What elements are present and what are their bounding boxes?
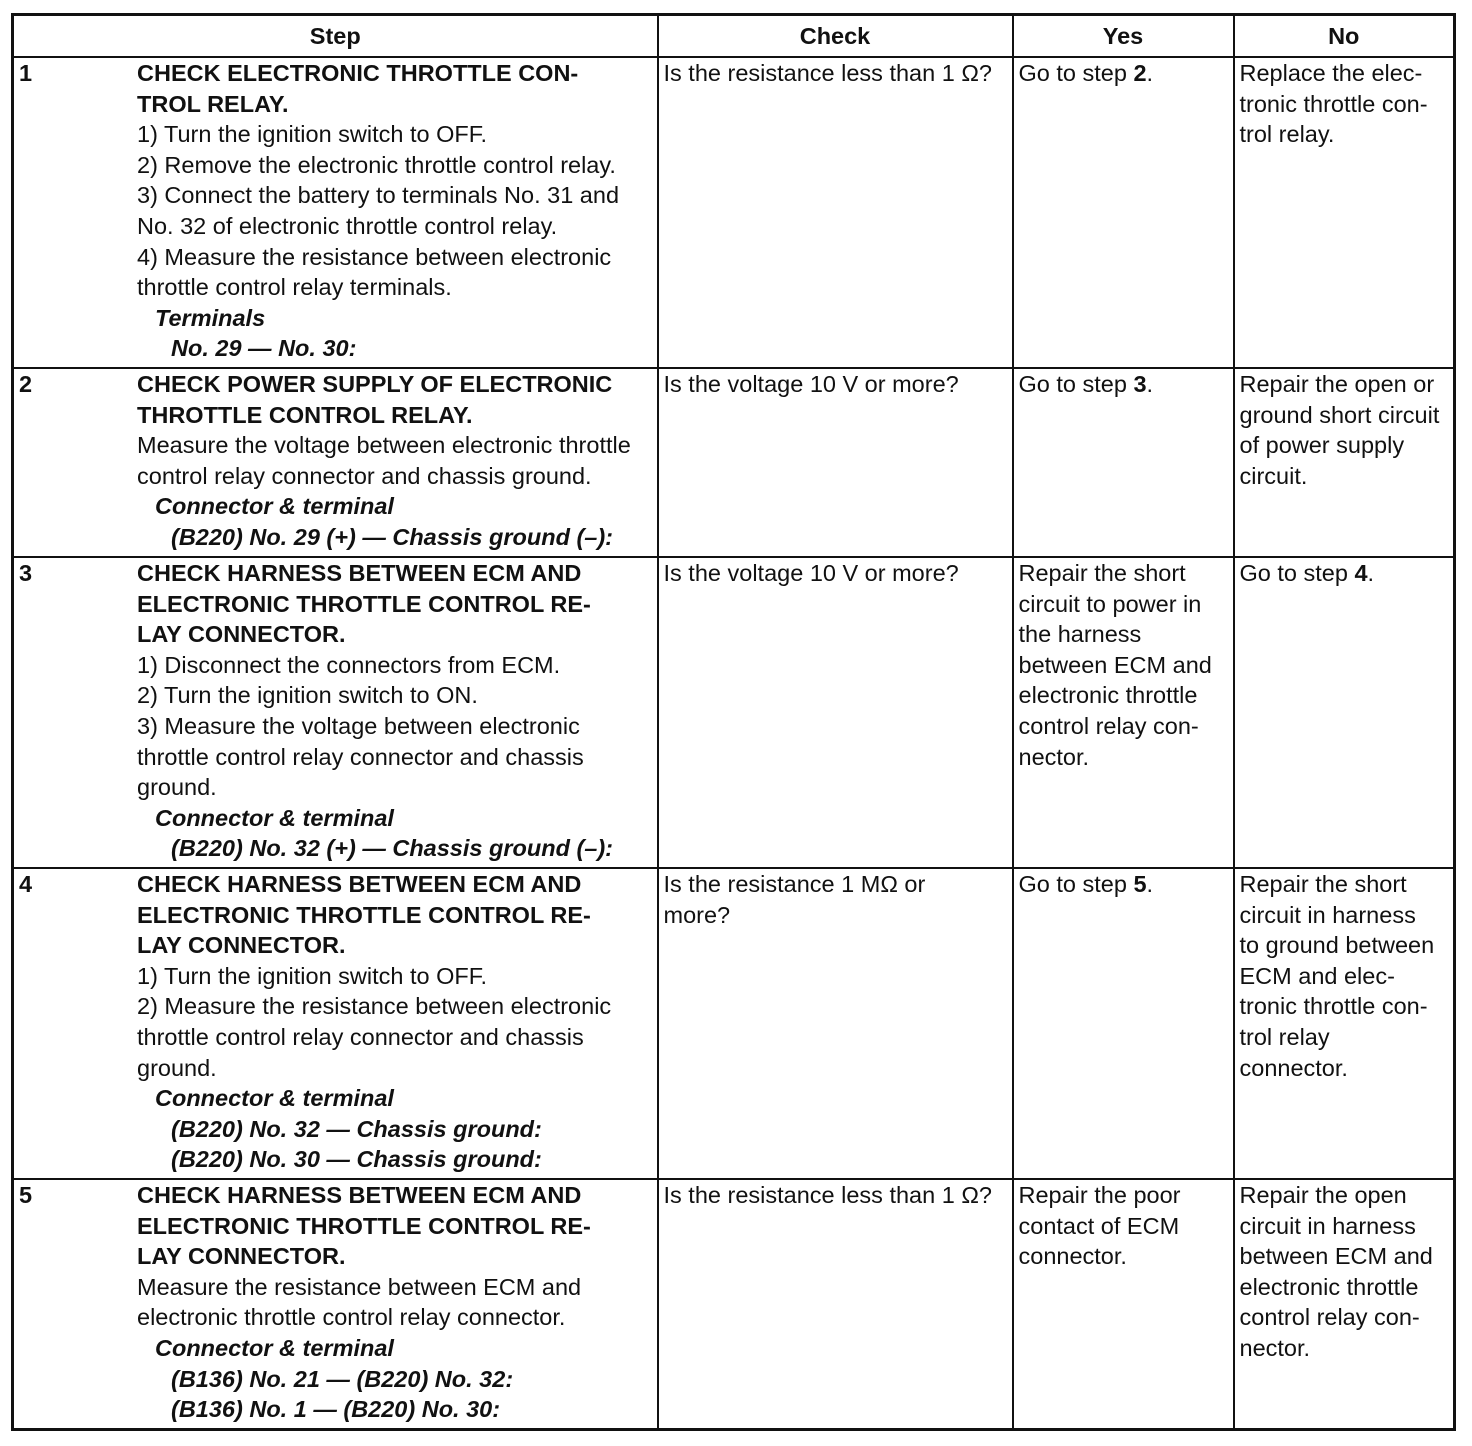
no-cell: Go to step 4.: [1234, 557, 1455, 868]
step-title: CHECK POWER SUPPLY OF ELECTRONIC THROTTLE CONTROL RELAY.: [137, 371, 613, 428]
step-number: 4: [19, 871, 33, 897]
step-instruction: 2) Turn the ignition switch to ON.: [137, 682, 478, 709]
step-instruction: 2) Remove the electronic throttle control relay.: [137, 151, 616, 178]
header-step: Step: [13, 15, 658, 58]
spec-value: No. 29 — No. 30:: [171, 335, 357, 362]
step-title: CHECK ELECTRONIC THROTTLE CON- TROL RELAY.: [137, 60, 579, 117]
yes-cell: Go to step 2.: [1013, 57, 1234, 368]
step-title: CHECK HARNESS BETWEEN ECM AND ELECTRONIC THROTTLE CONTROL RE- LAY CONNECTOR.: [137, 1182, 591, 1270]
yes-cell: Go to step 5.: [1013, 868, 1234, 1179]
header-check: Check: [658, 15, 1013, 58]
check-cell: Is the resistance 1 MΩ or more?: [658, 868, 1013, 1179]
step-cell: [13, 368, 658, 557]
table-row: [13, 868, 1455, 1179]
step-number: 2: [19, 371, 33, 397]
step-body: [137, 58, 652, 364]
yes-cell: Repair the short circuit to power in the harness between ECM and electronic throttle control relay con- nector.: [1013, 557, 1234, 868]
check-cell: Is the voltage 10 V or more?: [658, 368, 1013, 557]
step-cell: [13, 868, 658, 1179]
header-yes: Yes: [1013, 15, 1234, 58]
step-instruction: 1) Turn the ignition switch to OFF.: [137, 121, 488, 148]
no-cell: Repair the open circuit in harness between ECM and electronic throttle control relay con- nector.: [1234, 1179, 1455, 1429]
no-cell: Repair the short circuit in harness to ground between ECM and elec- tronic throttle con- trol relay connector.: [1234, 868, 1455, 1179]
header-no: No: [1234, 15, 1455, 58]
step-body: [137, 1180, 652, 1425]
spec-label: Connector & terminal: [155, 493, 394, 520]
step-cell: [13, 557, 658, 868]
step-cell: [13, 57, 658, 368]
step-body: [137, 369, 652, 553]
spec-value: (B220) No. 32 — Chassis ground:: [171, 1115, 542, 1142]
step-number: 3: [19, 560, 33, 586]
table-row: [13, 557, 1455, 868]
yes-cell: Go to step 3.: [1013, 368, 1234, 557]
step-cell: [13, 1179, 658, 1429]
spec-label: Connector & terminal: [155, 1085, 394, 1112]
table-row: [13, 368, 1455, 557]
table-row: [13, 1179, 1455, 1429]
check-cell: Is the resistance less than 1 Ω?: [658, 57, 1013, 368]
step-instruction: 3) Connect the battery to terminals No. 31 and No. 32 of electronic throttle control relay.: [137, 182, 620, 239]
step-instruction: 1) Disconnect the connectors from ECM.: [137, 651, 561, 678]
step-title: CHECK HARNESS BETWEEN ECM AND ELECTRONIC THROTTLE CONTROL RE- LAY CONNECTOR.: [137, 871, 591, 959]
step-title: CHECK HARNESS BETWEEN ECM AND ELECTRONIC THROTTLE CONTROL RE- LAY CONNECTOR.: [137, 560, 591, 648]
spec-value: (B136) No. 1 — (B220) No. 30:: [171, 1396, 501, 1423]
spec-value: (B220) No. 30 — Chassis ground:: [171, 1146, 542, 1173]
step-instruction: 2) Measure the resistance between electronic throttle control relay connector and chassis ground.: [137, 993, 612, 1081]
step-instruction: 4) Measure the resistance between electronic throttle control relay terminals.: [137, 243, 612, 301]
step-instruction: 3) Measure the voltage between electronic throttle control relay connector and chassis ground.: [137, 712, 584, 801]
header-row: [13, 15, 1455, 58]
spec-label: Connector & terminal: [155, 1334, 394, 1361]
spec-label: Connector & terminal: [155, 804, 394, 831]
diagnostic-table: [11, 13, 1456, 1431]
check-cell: Is the voltage 10 V or more?: [658, 557, 1013, 868]
step-instruction: Measure the resistance between ECM and electronic throttle control relay connector.: [137, 1273, 582, 1331]
check-cell: Is the resistance less than 1 Ω?: [658, 1179, 1013, 1429]
step-body: [137, 558, 652, 864]
step-instruction: Measure the voltage between electronic throttle control relay connector and chassis ground.: [137, 432, 631, 489]
spec-value: (B136) No. 21 — (B220) No. 32:: [171, 1365, 514, 1392]
no-cell: Replace the elec- tronic throttle con- trol relay.: [1234, 57, 1455, 368]
step-number: 5: [19, 1182, 33, 1208]
step-number: 1: [19, 60, 33, 86]
step-instruction: 1) Turn the ignition switch to OFF.: [137, 962, 488, 989]
spec-label: Terminals: [155, 304, 266, 331]
no-cell: Repair the open or ground short circuit of power supply circuit.: [1234, 368, 1455, 557]
yes-cell: Repair the poor contact of ECM connector.: [1013, 1179, 1234, 1429]
step-body: [137, 869, 652, 1175]
spec-value: (B220) No. 29 (+) — Chassis ground (–):: [171, 523, 614, 550]
table-row: [13, 57, 1455, 368]
spec-value: (B220) No. 32 (+) — Chassis ground (–):: [171, 835, 614, 862]
